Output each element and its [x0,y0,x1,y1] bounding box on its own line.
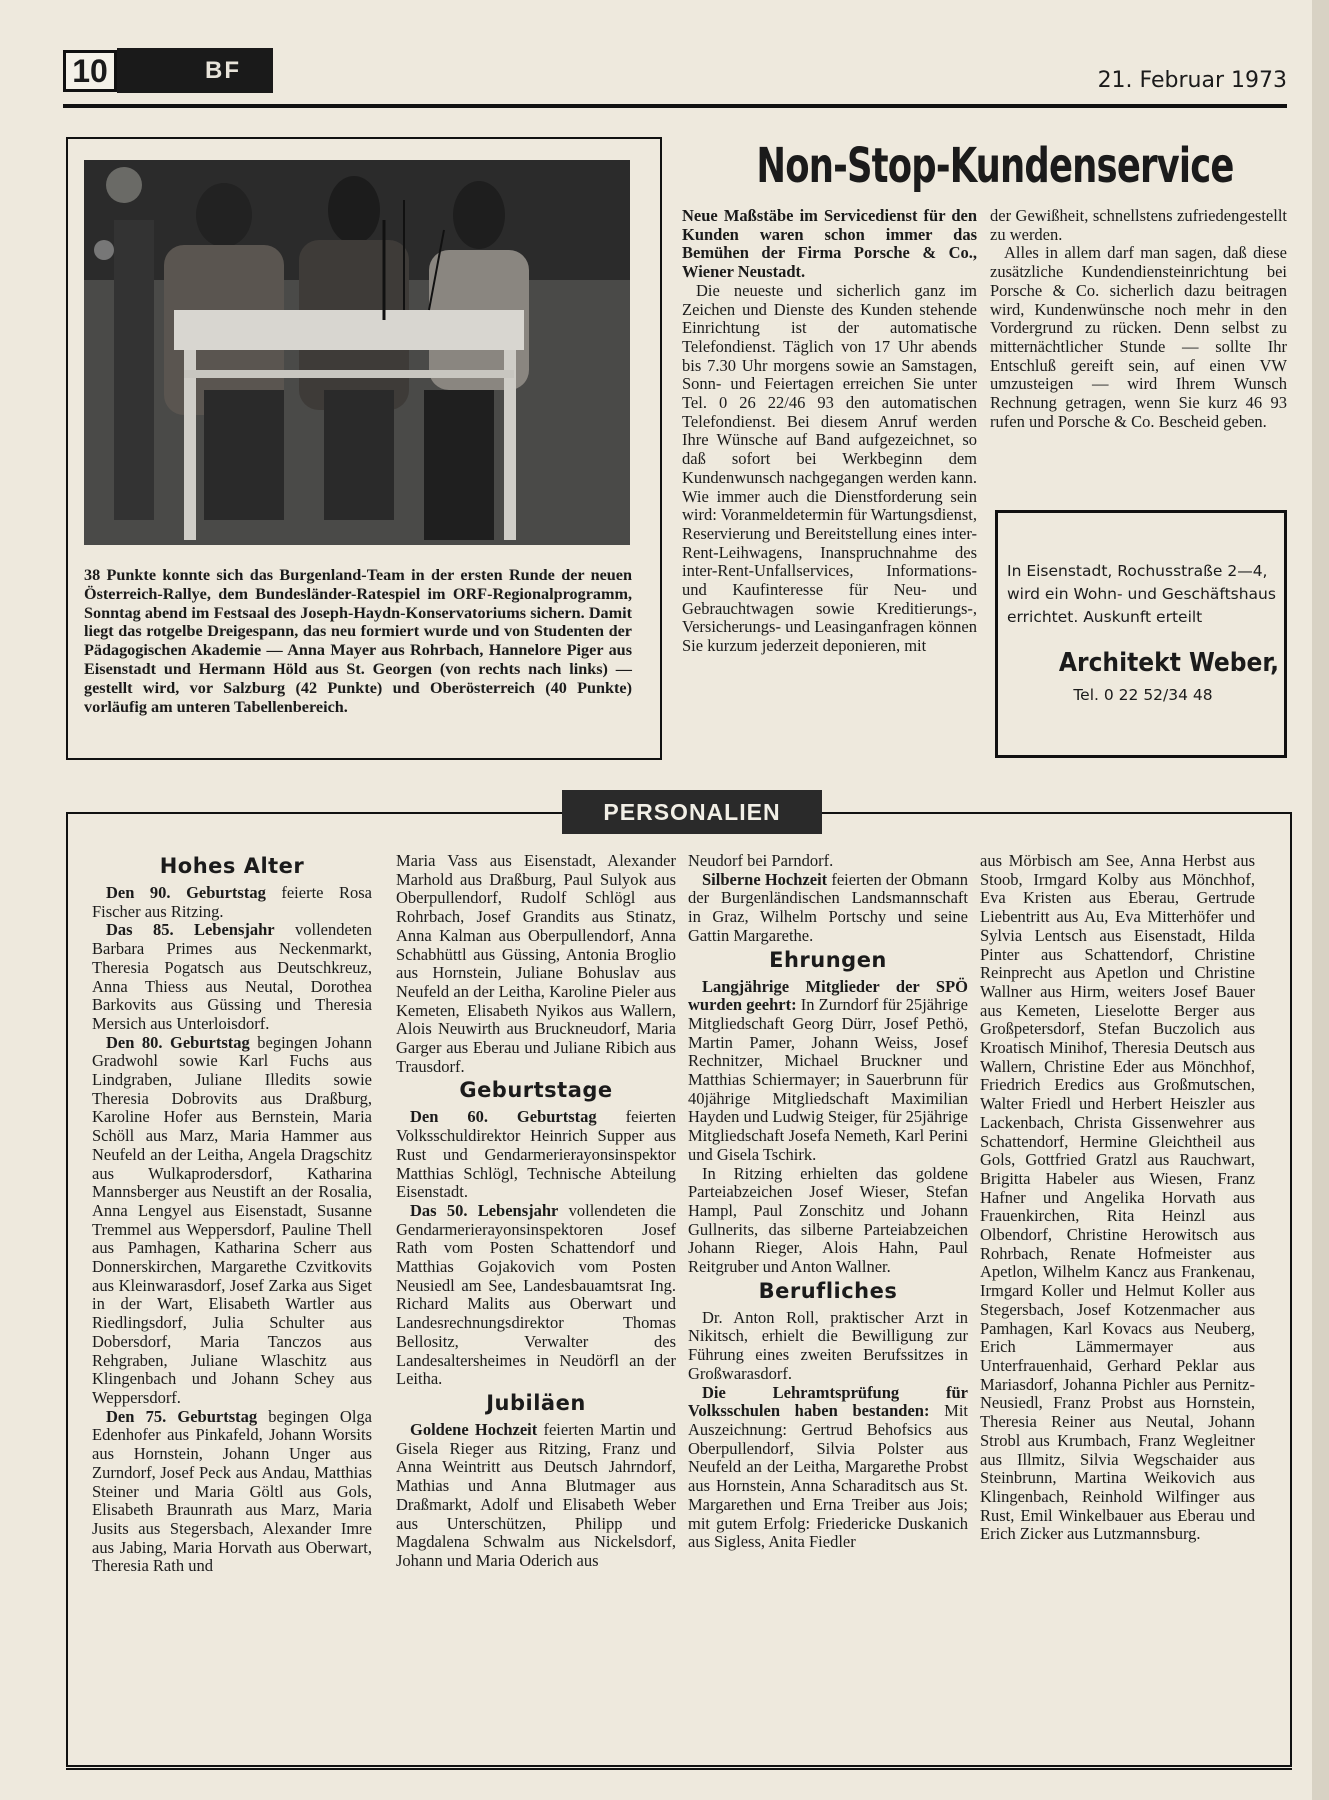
section-heading: Berufliches [758,1278,898,1303]
entry-text: feierten der Obmann der Burgenländischen Landsmannschaft in Graz, Wilhelm Portschy und seine Gattin Margarethe. [688,869,968,945]
entry [688,1384,968,1552]
entry-text: feierten Volksschuldirektor Heinrich Supper aus Rust und Gendarmerierayonsinspektor Matthias Schlögl, Technische Abteilung Eisenstadt. [396,1107,676,1202]
entry: In Ritzing erhielten das goldene Parteiabzeichen Josef Wieser, Stefan Hampl, Paul Zonschitz und Johann Gullnerits, das silberne Parteiabzeichen Johann Rieger, Alois Hahn, Paul Reitgruber und Anton Wallner. [688,1163,968,1277]
entry [92,1408,372,1576]
entry [92,1034,372,1408]
entry: aus Mörbisch am See, Anna Herbst aus Stoob, Irmgard Kolby aus Mönchhof, Eva Kristen aus Eberau, Gertrude Liebentritt aus Au, Eva Mitterhöfer und Sylvia Lentsch aus Eisenstadt, Hilda Pinter aus Schattendorf, Christine Reinprecht aus Apetlon und Christine Wallner aus Hirm, weiters Josef Bauer aus Kemeten, Lieselotte Berger aus Großpetersdorf, Stefan Buczolich aus Kroatisch Minihof, Theresia Deutsch aus Wallern, Christine Eder aus Mönchhof, Friedrich Eredics aus Großmutschen, Walter Friedl und Herbert Heiszler aus Lackenbach, Christa Gissenwehrer aus Schattendorf, Hermine Gleichtheil aus Gols, Gottfried Gratzl aus Rauchwart, Brigitta Habeler aus Wiesen, Franz Hafner und Angelika Horvath aus Frauenkirchen, Rita Heinzl aus Olbendorf, Christine Herowitsch aus Rohrbach, Renate Hofmeister aus Apetlon, Wilhelm Kancz aus Frankenau, Irmgard Koller und Helmut Koller aus Stegersbach, Josef Kotzenmacher aus Pamhagen, Karl Kovacs aus Neuberg, Erich Lämmermayer aus Unterfrauenhaid, Gerhard Peklar aus Mariasdorf, Johanna Pichler aus Pernitz-Neusiedl, Franz Probst aus Hornstein, Theresia Reiner aus Neutal, Johann Strobl aus Krumbach, Franz Wegleitner aus Illmitz, Silvia Wegschaider aus Steinbrunn, Martina Weikovich aus Klingenbach, Reinhold Wilfinger aus Rust, Emil Winkelbauer aus Eberau und Erich Zicker aus Lutzmannsburg. [980,851,1255,1544]
article-paragraph: Die neueste und sicherlich ganz im Zeichen und Dienste des Kunden stehende Einrichtung ist der automatische Telefondienst. Täglich von 17 Uhr abends bis 7.30 Uhr morgens sowie an Samstagen, Sonn- und Feiertagen erreichen Sie unter Tel. 0 26 22/46 93 den automatischen Telefondienst. Bei diesem Anruf werden Ihre Wünsche auf Band aufgezeichnet, so daß sofort bei Werkbeginn dem Kundenwunsch nachgegangen werden kann. Wie immer auch die Dienstforderung sein wird: Voranmeldetermin für Wartungsdienst, Reservierung und Bereitstellung eines inter-Rent-Leihwagens, Inanspruchnahme des inter-Rent-Unfallservices, Informations- und Kaufinteresse für Neu- und Gebrauchtwagen sowie Kreditierungs-, Versicherungs- und Leasinganfragen können Sie kurzum jederzeit deponieren, mit [682,280,977,656]
section-label: BF [117,48,273,93]
entry: Maria Vass aus Eisenstadt, Alexander Marhold aus Draßburg, Paul Sulyok aus Oberpullendorf, Rudolf Schlögl aus Rohrbach, Josef Grandits aus Stinatz, Anna Kalman aus Oberpullendorf, Anna Schabhüttl aus Güssing, Antonia Broglio aus Hornstein, Juliane Bohuslav aus Neufeld an der Leitha, Karoline Pieler aus Kemeten, Elisabeth Nyikos aus Wallern, Alois Neuwirth aus Bruckneudorf, Maria Garger aus Eberau und Juliane Ribich aus Trausdorf. [396,851,676,1076]
header-rule [63,104,1287,108]
entry [688,978,968,1165]
entry [92,884,372,921]
section-heading: Ehrungen [769,947,887,972]
entry-lead: Den 80. Geburtstag [106,1032,250,1052]
ad-frame [995,510,1287,758]
photo-caption: 38 Punkte konnte sich das Burgenland-Team in der ersten Runde der neuen Österreich-Rallye, dem Bundesländer-Ratespiel im ORF-Regionalprogramm, Sonntag abend im Festsaal des Joseph-Haydn-Konservatoriums sichern. Damit liegt das rotgelbe Dreigespann, das neu formiert wurde und von Studenten der Pädagogischen Akademie — Anna Mayer aus Rohrbach, Hannelore Piger aus Eisenstadt und Hermann Höld aus St. Georgen (von rechts nach links) — gestellt wird, vor Salzburg (42 Punkte) und Oberösterreich (40 Punkte) vorläufig am unteren Tabellenbereich. [84,566,632,716]
personalien-heading: PERSONALIEN [562,790,822,834]
section-heading: Jubiläen [486,1390,586,1415]
frame-top-rule [66,812,562,814]
article-paragraph: der Gewißheit, schnellstens zufriedengestellt zu werden. [990,206,1287,244]
entry-text: begingen Olga Edenhofer aus Pinkafeld, Johann Worsits aus Hornstein, Johann Unger aus Zurndorf, Josef Peck aus Andau, Matthias Steiner und Maria Göltl aus Gols, Elisabeth Braunrath aus Marz, Maria Jusits aus Stegersbach, Alexander Imre aus Jabing, Maria Horvath aus Oberwart, Theresia Rath und [92,1406,372,1576]
issue-date: 21. Februar 1973 [1097,68,1287,93]
entry-lead: Goldene Hochzeit [410,1419,538,1439]
section-heading: Hohes Alter [159,854,305,878]
entry-lead: Den 60. Geburtstag [410,1107,597,1127]
footer-rule [66,1768,1292,1770]
personalien-column-1 [92,852,372,1576]
section-heading: Geburtstage [459,1078,613,1103]
entry-text: In Zurndorf für 25jährige Mitgliedschaft Georg Dürr, Josef Pethö, Martin Pamer, Johann Weiss, Josef Rechnitzer, Michael Bruckner und Matthias Schiermayer; in Sauerbrunn für 40jährige Mitgliedschaft Maximilian Hayden und Ludwig Steiger, für 25jährige Mitgliedschaft Josefa Nemeth, Karl Perini und Gisela Tschirk. [688,995,969,1164]
entry-text: Mit Auszeichnung: Gertrud Behofsics aus Oberpullendorf, Silvia Polster aus Neufeld an der Leitha, Margarethe Probst aus Hornstein, Anna Scharaditsch aus St. Margarethen und Erna Treiber aus Jois; mit gutem Erfolg: Friedericke Duskanich aus Sigless, Anita Fiedler [688,1401,968,1552]
entry-text: feierte Rosa Fischer aus Ritzing. [92,883,372,921]
frame-top-rule [822,812,1292,814]
press-photo [84,160,630,545]
entry [396,1202,676,1389]
entry [396,1108,676,1202]
article-headline: Non-Stop-Kundenservice [756,138,1234,194]
article-lead: Neue Maßstäbe im Servicedienst für den Kunden waren schon immer das Bemühen der Firma Porsche & Co., Wiener Neustadt. [682,206,977,282]
entry-text: feierten Martin und Gisela Rieger aus Ritzing, Franz und Anna Weintritt aus Deutsch Jahrndorf, Mathias und Anna Blutmager aus Draßmarkt, Adolf und Elisabeth Weber aus Unterschützen, Philipp und Magdalena Schwalm aus Nickelsdorf, Johann und Maria Oderich aus [396,1419,676,1570]
article-paragraph: Alles in allem darf man sagen, daß diese zusätzliche Kundendiensteinrichtung bei Porsche & Co. sicherlich dazu beitragen wird, Kundenwünsche noch mehr in den Vordergrund zu rücken. Denn selbst zu mitternächtlicher Stunde — sollte Ihr Entschluß gereift sein, auf einen VW umzusteigen — wird Ihrem Wunsch Rechnung getragen, wenn Sie kurz 46 93 rufen und Porsche & Co. Bescheid geben. [990,243,1287,431]
entry-lead: Das 85. Lebensjahr [106,920,275,940]
entry-lead: Den 75. Geburtstag [106,1406,258,1426]
entry-text: vollendeten Barbara Primes aus Neckenmarkt, Theresia Pogatsch aus Deutschkreuz, Anna Thiess aus Neutal, Dorothea Barkovits aus Güssing und Theresia Mersich aus Unterloisdorf. [92,920,372,1033]
entry: Neudorf bei Parndorf. [688,851,834,870]
ad-architect-name: Architekt Weber, [1058,648,1279,678]
ad-text: In Eisenstadt, Rochusstraße 2—4, wird ein Wohn- und Geschäftshaus errichtet. Auskunft erteilt [1007,562,1276,626]
article-column-1 [682,207,977,656]
entry [688,871,968,946]
entry: Dr. Anton Roll, praktischer Arzt in Nikitsch, erhielt die Bewilligung zur Führung eines zweiten Berufssitzes in Großwarasdorf. [688,1307,968,1383]
personalien-column-2 [396,852,676,1571]
entry-lead: Silberne Hochzeit [702,869,828,889]
personalien-column-3 [688,852,968,1552]
entry [396,1421,676,1571]
ad-phone: Tel. 0 22 52/34 48 [1073,686,1213,704]
personalien-column-4 [980,852,1255,1544]
entry-lead: Den 90. Geburtstag [106,883,266,902]
entry-text: vollendeten die Gendarmerierayonsinspektoren Josef Rath vom Posten Schattendorf und Matthias Gojakovich vom Posten Neusiedl am See, Landesbauamtsrat Ing. Richard Malits aus Oberwart und Landesrechnungsdirektor Thomas Bellositz, Verwalter des Landesaltersheimes in Neudörfl an der Leitha. [396,1200,676,1389]
page-number: 10 [63,50,117,92]
article-column-2 [990,207,1287,431]
entry-lead: Die Lehramtsprüfung für Volksschulen haben bestanden: [688,1382,968,1421]
page-edge [1312,0,1329,1800]
entry-lead: Langjährige Mitglieder der SPÖ wurden geehrt: [688,976,968,1015]
entry [92,921,372,1033]
entry-lead: Das 50. Lebensjahr [410,1200,559,1220]
entry-text: begingen Johann Gradwohl sowie Karl Fuchs aus Lindgraben, Juliane Illedits sowie Theresia Dobrovits aus Draßburg, Karoline Hofer aus Bernstein, Maria Schöll aus Marz, Maria Hammer aus Neufeld an der Leitha, Angela Dragschitz aus Wulkaprodersdorf, Katharina Mannsberger aus Neustift an der Rosalia, Anna Lengyel aus Eisenstadt, Susanne Tremmel aus Weppersdorf, Pauline Thell aus Pamhagen, Katharina Scherr aus Donnerskirchen, Margarethe Czvitkovits aus Kleinwarasdorf, Josef Zarka aus Siget in der Wart, Elisabeth Wartler aus Riedlingsdorf, Julia Schulter aus Dobersdorf, Maria Tanczos aus Rehgraben, Juliane Wlaschitz aus Klingenbach und Johann Schey aus Weppersdorf. [92,1032,372,1407]
